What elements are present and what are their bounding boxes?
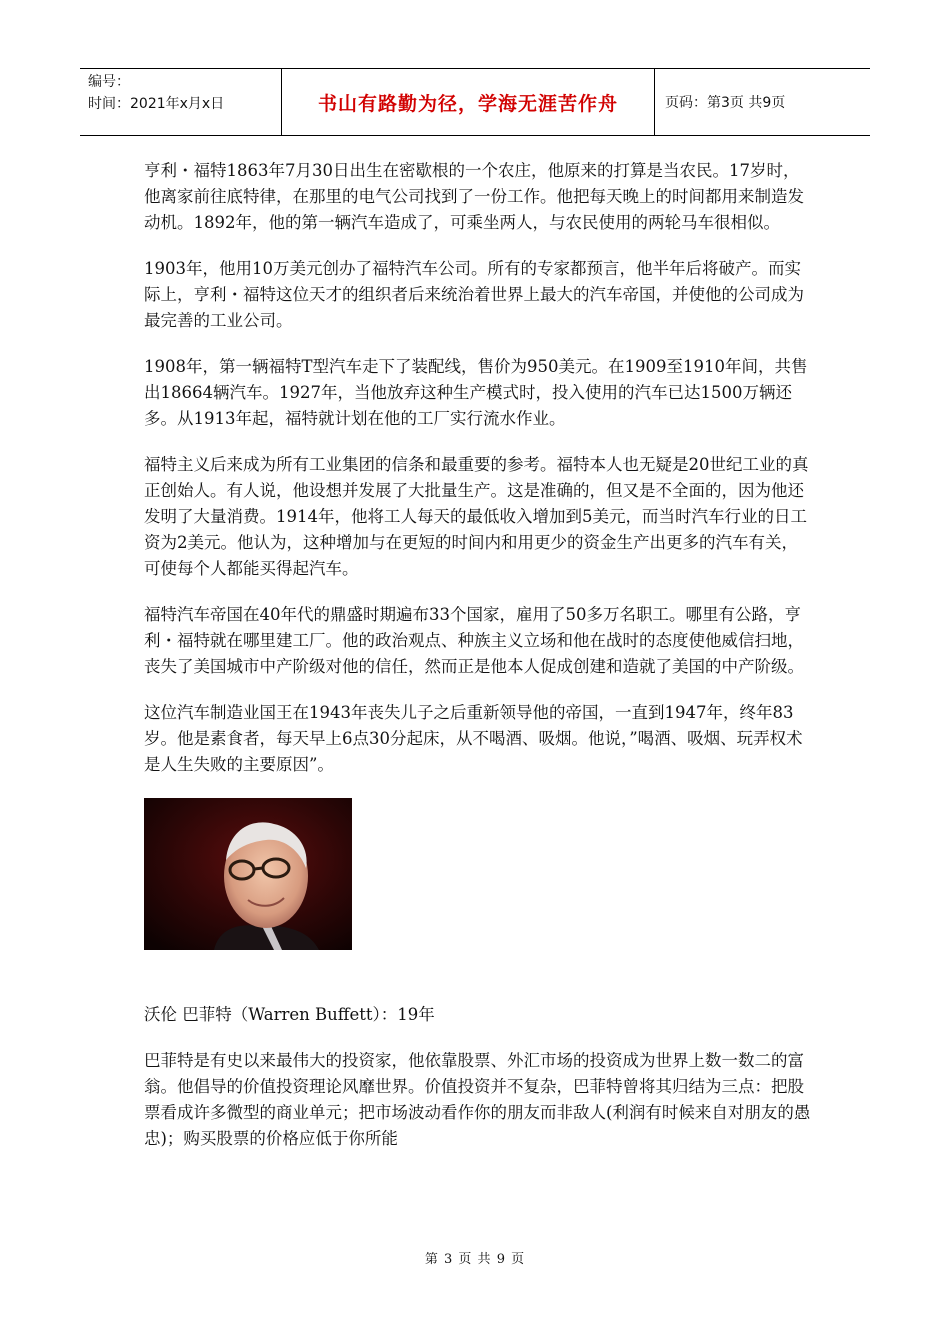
header-page-info: 页码：第3页 共9页 xyxy=(665,95,786,111)
date-label: 时间：2021年x月x日 xyxy=(88,96,225,112)
page-footer: 第 3 页 共 9 页 xyxy=(424,1252,526,1267)
portrait-photo xyxy=(144,798,352,950)
paragraph: 1908年，第一辆福特T型汽车走下了装配线，售价为950美元。在1909至1910年间，共售出18664辆汽车。1927年，当他放弃这种生产模式时，投入使用的汽车已达1500万辆还多。从1913年起，福特就计划在他的工厂实行流水作业。 xyxy=(144,357,808,428)
header-motto: 书山有路勤为径，学海无涯苦作舟 xyxy=(317,92,618,115)
document-body xyxy=(144,158,812,1172)
paragraph: 这位汽车制造业国王在1943年丧失儿子之后重新领导他的帝国，一直到1947年，终年83岁。他是素食者，每天早上6点30分起床，从不喝酒、吸烟。他说，”喝酒、吸烟、玩弄权术是人生失败的主要原因”。 xyxy=(144,703,803,774)
page-header xyxy=(80,68,870,136)
header-meta xyxy=(80,69,282,135)
paragraph: 巴菲特是有史以来最伟大的投资家，他依靠股票、外汇市场的投资成为世界上数一数二的富翁。他倡导的价值投资理论风靡世界。价值投资并不复杂，巴菲特曾将其归结为三点：把股票看成许多微型的商业单元；把市场波动看作你的朋友而非敌人(利润有时候来自对朋友的愚忠)；购买股票的价格应低于你所能 xyxy=(144,1051,811,1148)
paragraph: 亨利・福特1863年7月30日出生在密歇根的一个农庄，他原来的打算是当农民。17岁时，他离家前往底特律，在那里的电气公司找到了一份工作。他把每天晚上的时间都用来制造发动机。1892年，他的第一辆汽车造成了，可乘坐两人，与农民使用的两轮马车很相似。 xyxy=(144,161,804,232)
header-motto-cell xyxy=(282,69,655,135)
serial-label: 编号： xyxy=(88,74,130,90)
paragraph: 1903年，他用10万美元创办了福特汽车公司。所有的专家都预言，他半年后将破产。而实际上，亨利・福特这位天才的组织者后来统治着世界上最大的汽车帝国，并使他的公司成为最完善的工业公司。 xyxy=(144,259,804,330)
paragraph: 福特汽车帝国在40年代的鼎盛时期遍布33个国家，雇用了50多万名职工。哪里有公路，亨利・福特就在哪里建工厂。他的政治观点、种族主义立场和他在战时的态度使他威信扫地，丧失了美国城市中产阶级对他的信任，然而正是他本人促成创建和造就了美国的中产阶级。 xyxy=(144,605,804,676)
paragraph: 福特主义后来成为所有工业集团的信条和最重要的参考。福特本人也无疑是20世纪工业的真正创始人。有人说，他设想并发展了大批量生产。这是准确的，但又是不全面的，因为他还发明了大量消费。1914年，他将工人每天的最低收入增加到5美元，而当时汽车行业的日工资为2美元。他认为，这种增加与在更短的时间内和用更少的资金生产出更多的汽车有关，可使每个人都能买得起汽车。 xyxy=(144,455,809,578)
photo-caption: 沃伦 巴菲特（Warren Buffett）：19年 xyxy=(144,1005,435,1024)
